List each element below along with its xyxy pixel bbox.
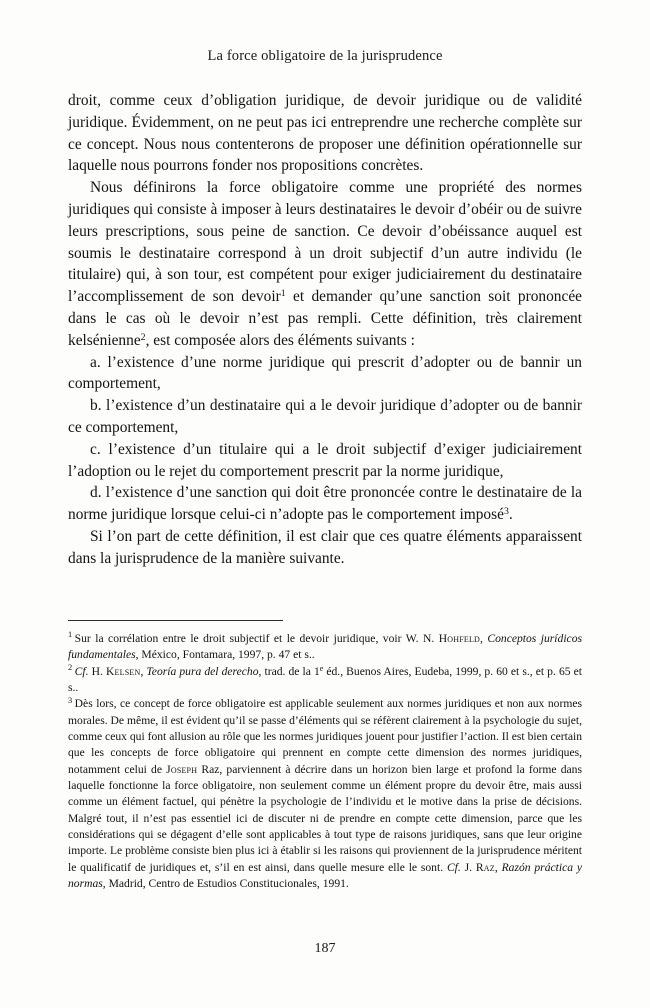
footnote-separator-rule	[68, 620, 283, 621]
item-d: d. l’existence d’une sanction qui doit être prononcée contre le destinataire de la norme juridique lorsque celui-ci n’adopte pas le comportement imposé$^3$.	[68, 484, 582, 524]
work-title: Cf.	[446, 860, 461, 874]
author-name: Hohfeld	[438, 632, 481, 645]
author-name: Kelsen	[105, 664, 141, 678]
footnote-number-2: 2	[68, 663, 73, 673]
footnote-1: $^1$ Sur la corrélation entre le droit subjectif et le devoir juridique, voir W. N. Hohfeld, Conceptos jurídicos fundamentales, México, Fontamara, 1997, p. 47 et s..	[68, 630, 582, 662]
para-closing: Si l’on part de cette définition, il est clair que ces quatre éléments apparaissent dans la jurisprudence de la manière suivante.	[68, 527, 582, 567]
footnote-marker-1[interactable]: 1	[280, 288, 286, 300]
author-name: Joseph	[166, 762, 198, 776]
body-text-block	[68, 90, 582, 570]
work-title: Conceptos jurídicos fundamentales	[68, 632, 582, 662]
ordinal-suffix: e	[319, 663, 324, 673]
footnote-number-1: 1	[68, 630, 73, 640]
work-title: Teoría pura del derecho	[146, 664, 259, 678]
footnotes-block	[68, 631, 582, 893]
footnote-number-3: 3	[68, 695, 73, 705]
para-definition: Nous définirons la force obligatoire comme une propriété des normes juridiques qui consiste à imposer à leurs destinataires le devoir d’obéir ou de suivre leurs prescriptions, sous peine de sanction. Ce devoir d’obéissance auquel est soumis le destinataire correspond à un droit subjectif d’un autre individu (le titulaire) qui, à son tour, est compétent pour exiger judiciairement du destinataire l’accomplissement de son devoir$^1$ et demander qu’une sanction soit prononcée dans le cas où le devoir n’est pas rempli. Cette définition, très clairement kelsénienne$^2$, est composée alors des éléments suivants :	[68, 179, 582, 349]
footnote-3: $^3$ Dès lors, ce concept de force obligatoire est applicable seulement aux normes juridiques et non aux normes morales. De même, il est évident qu’il se passe d’éléments qui se réfèrent clairement à la psychologie du sujet, comme ceux qui font allusion au rôle que les normes juridiques jouent pour justifier l’action. Il est bien certain que les concepts de force obligatoire qui prennent en compte cette dimension des normes juridiques, notamment celui de Joseph Raz, parviennent à décrire dans un horizon bien large et profond la forme dans laquelle fonctionne la force obligatoire, non seulement comme un élément propre du devoir être, mais aussi comme un élément factuel, qui pénètre la psychologie de l’individu et le motive dans la prise de décisions. Malgré tout, il n’est pas essentiel ici de discuter ni de prendre en compte cette dimension, parce que les considérations qui se dégagent d’elle sont applicables à tout type de raisons juridiques, sans que leur origine importe. Le problème consiste bien plus ici à établir si les raisons qui proviennent de la jurisprudence méritent le qualificatif de juridiques et, s’il en est ainsi, dans quelle mesure elle le sont. Cf. J. Raz, Razón práctica y normas, Madrid, Centro de Estudios Constitucionales, 1991.	[68, 695, 582, 891]
item-b: b. l’existence d’un destinataire qui a le devoir juridique d’adopter ou de bannir ce comportement,	[68, 397, 582, 436]
item-a: a. l’existence d’une norme juridique qui prescrit d’adopter ou de bannir un comportement,	[68, 353, 582, 393]
work-title: Razón práctica y normas	[68, 860, 582, 891]
footnote-2: $^2$ Cf. H. Kelsen, Teoría pura del derecho, trad. de la 1e éd., Buenos Aires, Eudeba, 1999, p. 60 et s., et p. 65 et s..	[68, 663, 582, 695]
work-title: Cf.	[74, 664, 89, 678]
running-head: La force obligatoire de la jurisprudence	[207, 48, 443, 64]
footnote-marker-3[interactable]: 3	[503, 506, 509, 518]
page-number: 187	[314, 941, 336, 956]
item-c: c. l’existence d’un titulaire qui a le droit subjectif d’exiger judiciairement l’adoption ou le rejet du comportement prescrit par la norme juridique,	[68, 440, 582, 480]
footnote-marker-2[interactable]: 2	[140, 331, 146, 343]
para-continuation: droit, comme ceux d’obligation juridique, de devoir juridique ou de validité juridique. Évidemment, on ne peut pas ici entreprendre une recherche complète sur ce concept. Nous nous contenterons de proposer une définition opérationnelle sur laquelle nous pourrons fonder nos propositions concrètes.	[68, 92, 582, 175]
author-name: Raz	[475, 860, 495, 874]
